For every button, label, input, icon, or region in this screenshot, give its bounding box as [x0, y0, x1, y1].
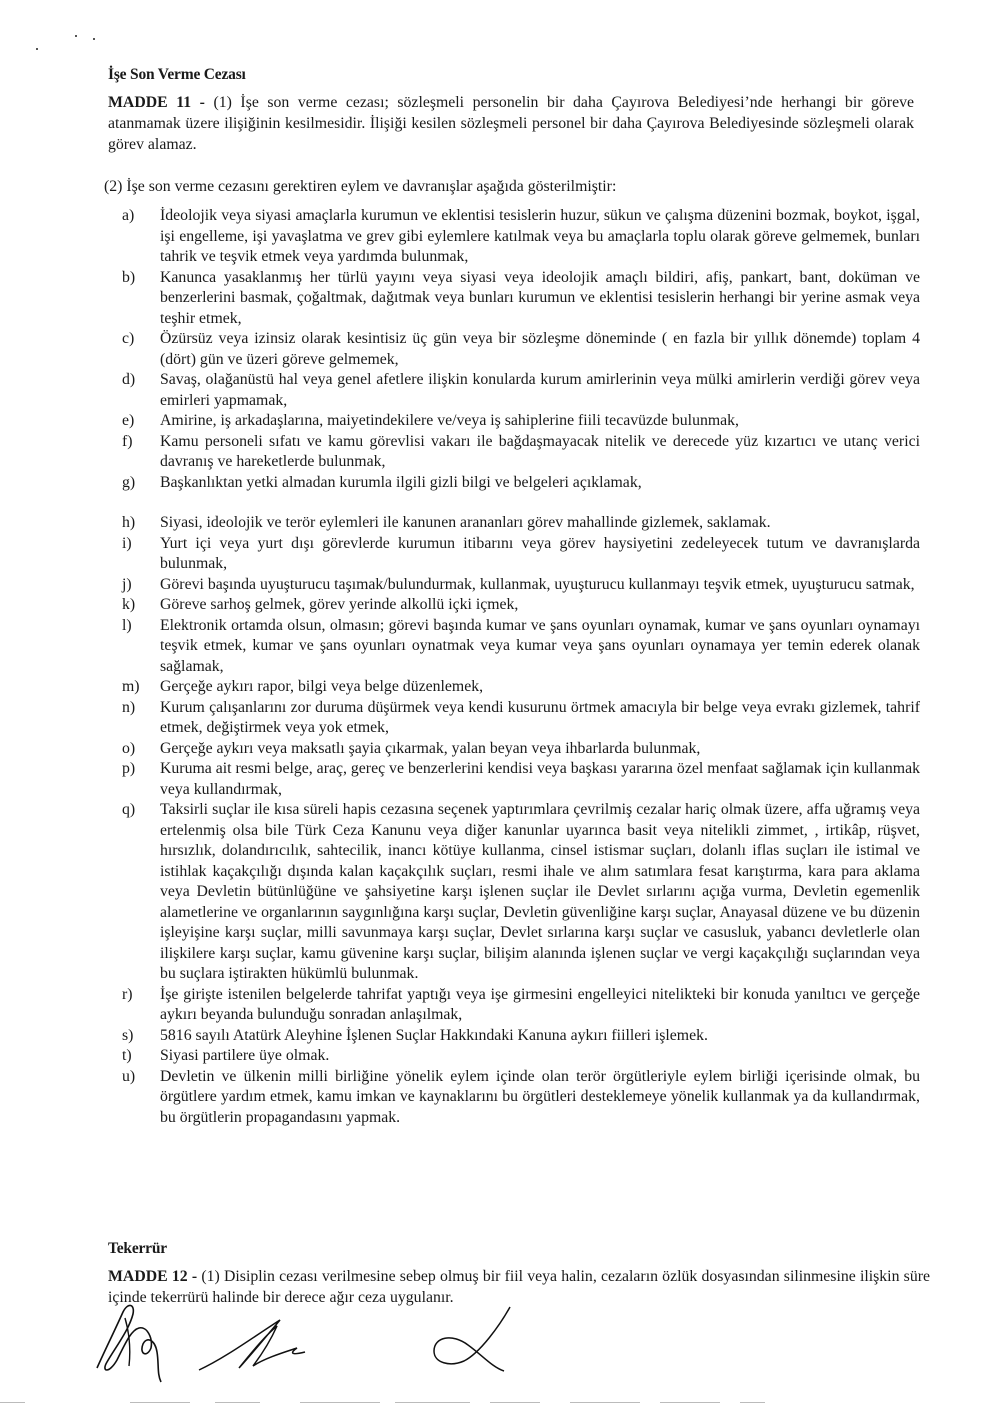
scan-artifact-line [300, 1402, 380, 1403]
article-11-paragraph [108, 92, 914, 155]
offense-item-text: Amirine, iş arkadaşlarına, maiyetindekilere ve/veya iş sahiplerine fiili tecavüzde bulunmak, [160, 412, 740, 429]
offense-item-label: k) [122, 596, 136, 613]
offense-item [108, 268, 928, 330]
article-12-label: MADDE 12 - [108, 1268, 198, 1285]
offense-item-text: Elektronik ortamda olsun, olmasın; görevi başında kumar ve şans oyunları oynamak, kumar ve şans oyunları oynamayı teşvik etmek, kumar ve şans oyunları oynatmak veya kumar veya şans oyunları oynamaya yer temin ederek olanak sağlamak, [160, 616, 920, 675]
offense-item-text: Göreve sarhoş gelmek, görev yerinde alkollü içki içmek, [160, 596, 519, 613]
article-11-text: (1) İşe son verme cezası; sözleşmeli personelin bir daha Çayırova Belediyesi’nde herhangi bir göreve atanmamak üzere ilişiğinin kesilmesidir. İlişiği kesilen sözleşmeli personel bir daha Çayırova Belediyesinde sözleşmeli olarak görev alamaz. [108, 94, 914, 153]
offense-item-label: m) [122, 678, 140, 695]
article-11-label: MADDE 11 - [108, 94, 205, 111]
offense-item-label: q) [122, 801, 136, 818]
offense-item [108, 1026, 928, 1047]
scan-artifact-line [215, 1402, 260, 1403]
offense-item [108, 534, 928, 575]
offense-list [108, 206, 928, 1128]
offense-item-text: Kuruma ait resmi belge, araç, gereç ve benzerlerini kendisi veya başkası yararına özel menfaat sağlamak için kullanmak veya kullandırmak, [160, 760, 920, 798]
offense-item-text: İşe girişte istenilen belgelerde tahrifat yaptığı veya işe girmesini engelleyici nitelikteki bir konuda yanıltıcı ve gerçeğe aykırı beyanda bulunduğu sonradan anlaşılmak, [160, 985, 920, 1023]
offense-item-label: f) [122, 432, 133, 450]
offense-item [108, 985, 928, 1026]
offense-item-label: n) [122, 698, 136, 716]
offense-item-label: i) [122, 534, 132, 552]
offense-item [108, 698, 928, 739]
offense-item-label: t) [122, 1047, 132, 1064]
offense-item-label: s) [122, 1026, 134, 1044]
offense-item-text: Görevi başında uyuşturucu taşımak/bulundurmak, kullanmak, uyuşturucu kullanmayı teşvik etmek, uyuşturucu satmak, [160, 575, 915, 593]
offense-item-text: Gerçeğe aykırı veya maksatlı şayia çıkarmak, yalan beyan veya ihbarlarda bulunmak, [160, 739, 701, 757]
offense-item-text: Taksirli suçlar ile kısa süreli hapis cezasına seçenek yaptırımlara çevrilmiş cezalar hariç olmak üzere, affa uğramış veya ertelenmiş olsa bile Türk Ceza Kanunu veya diğer kanunlar uyarınca basit veya nitelikli zimmet, , irtikâp, rüşvet, hırsızlık, dolandırıcılık, sahtecilik, inancı kötüye kullanma, cinsel istismar suçları, dolanlı iflas suçları ile istimal ve istihlak kaçakçılığı dışında kalan kaçakçılık suçları, resmi ihale ve alım satımlara fesat karıştırma, kara para aklama veya Devletin bütünlüğüne ve şahsiyetine karşı işlenen suçlar ile Devlet sırlarını açığa vurma, Devletin egemenlik alametlerine ve organlarının saygınlığına karşı suçlar, Devletin güvenliğine karşı suçlar, Anayasal düzene ve bu düzenin işleyişine karşı suçlar, milli savunmaya karşı suçlar, Devlet sırlarına karşı suçlar ve casusluk, yabancı devletlerle olan ilişkilere karşı suçlar, kamu güvenine karşı suçlar, bilişim alanında işlenen suçlar ve vergi kaçakçılığı suçlarından veya bu suçlara iştirakten hükümlü bulunmak. [160, 801, 920, 982]
offense-item-label: b) [122, 268, 136, 286]
offense-item [108, 1046, 928, 1067]
offense-item-label: r) [122, 985, 133, 1003]
list-spacer [108, 493, 928, 513]
offense-item [108, 800, 928, 985]
offense-item-label: o) [122, 739, 136, 757]
offense-item-text: Siyasi partilere üye olmak. [160, 1047, 330, 1064]
offense-item [108, 370, 928, 411]
offense-item-label: g) [122, 473, 136, 491]
offense-item-text: İdeolojik veya siyasi amaçlarla kurumun ve eklentisi tesislerin huzur, sükun ve çalışma düzenini bozmak, boykot, işgal, işi engelleme, işi yavaşlatma ve grev gibi eylemlere katılmak veya bu amaçlarla toplu olarak göreve gelmemek, bunları tahrik ve teşvik etmek veya yardımda bulunmak, [160, 207, 920, 265]
offense-item [108, 432, 928, 473]
offense-item [108, 1067, 928, 1129]
offense-item-text: Kamu personeli sıfatı ve kamu görevlisi vakarı ile bağdaşmayacak nitelik ve derecede yüz kızartıcı ve utanç verici davranış ve hareketlerde bulunmak, [160, 432, 920, 470]
scan-artifact-line [395, 1402, 470, 1403]
scan-speck [36, 48, 38, 50]
scan-speck [93, 38, 95, 40]
offense-item-text: 5816 sayılı Atatürk Aleyhine İşlenen Suçlar Hakkındaki Kanuna aykırı fiilleri işlemek. [160, 1026, 708, 1044]
offense-item-text: Savaş, olağanüstü hal veya genel afetlere ilişkin konularda kurum amirlerinin veya mülki amirlerin verdiği görev veya emirleri yapmamak, [160, 371, 920, 409]
offense-item-text: Başkanlıktan yetki almadan kurumla ilgili gizli bilgi ve belgeleri açıklamak, [160, 473, 642, 491]
offense-item [108, 513, 928, 534]
scan-artifact-line [0, 1402, 25, 1403]
offense-item [108, 616, 928, 678]
offense-item-label: e) [122, 412, 135, 429]
offense-item-label: p) [122, 760, 136, 777]
offense-item-text: Kurum çalışanlarını zor duruma düşürmek veya kendi kusurunu örtmek amacıyla bir belge veya evrakı gizlemek, tahrif etmek, değiştirmek veya yok etmek, [160, 698, 920, 736]
offense-item-text: Yurt içi veya yurt dışı görevlerde kurumun itibarını veya görev haysiyetini zedeleyecek tutum ve davranışlarda bulunmak, [160, 534, 920, 572]
offense-item-label: a) [122, 207, 135, 224]
offense-item-label: u) [122, 1067, 136, 1085]
offense-item [108, 595, 928, 616]
signature-1 [95, 1300, 195, 1385]
offense-item-text: Kanunca yasaklanmış her türlü yayını veya siyasi veya ideolojik amaçlı bildiri, afiş, pankart, bant, doküman ve benzerlerini basmak, çoğaltmak, dağıtmak veya bunları kurumun ve eklentisi tesislerin herhangi bir yerine asmak veya teşhir etmek, [160, 268, 920, 327]
offense-item-label: c) [122, 330, 135, 347]
offense-item-label: l) [122, 616, 132, 634]
section-heading-ise-son-verme: İşe Son Verme Cezası [108, 66, 246, 83]
offense-item-label: d) [122, 371, 136, 388]
offense-item-text: Devletin ve ülkenin milli birliğine yönelik eylem içinde olan terör örgütleriyle eylem birliği içerisinde olmak, bu örgütlere yardım etmek, kamu imkan ve kaynaklarını bu örgütleri desteklemeye yönelik kullanmak ya da kullandırmak, bu örgütlerin propagandasını yapmak. [160, 1067, 920, 1126]
signature-2 [195, 1318, 315, 1378]
scan-artifact-line [740, 1402, 765, 1403]
scan-artifact-line [660, 1402, 720, 1403]
offense-item [108, 206, 928, 268]
scan-speck [75, 35, 77, 37]
scan-artifact-line [130, 1402, 190, 1403]
article-12-text: (1) Disiplin cezası verilmesine sebep olmuş bir fiil veya halin, cezaların özlük dosyasından silinmesine ilişkin süre içinde tekerrürü halinde bir derece ağır ceza uygulanır. [108, 1268, 930, 1306]
offense-item [108, 759, 928, 800]
article-12-paragraph [108, 1266, 930, 1308]
signature-3 [420, 1305, 520, 1385]
scan-artifact-line [490, 1402, 540, 1403]
offense-item [108, 575, 928, 596]
offense-item-text: Özürsüz veya izinsiz olarak kesintisiz üç gün veya bir sözleşme döneminde ( en fazla bir yıllık dönemde) toplam 4 (dört) gün ve üzeri göreve gelmemek, [160, 330, 920, 368]
article-11-intro: (2) İşe son verme cezasını gerektiren eylem ve davranışlar aşağıda gösterilmiştir: [104, 178, 617, 195]
offense-item-text: Gerçeğe aykırı rapor, bilgi veya belge düzenlemek, [160, 678, 484, 695]
offense-item [108, 411, 928, 432]
scan-artifact-line [570, 1402, 640, 1403]
offense-item-label: h) [122, 514, 136, 531]
offense-item [108, 739, 928, 760]
offense-item-text: Siyasi, ideolojik ve terör eylemleri ile kanunen arananları görev mahallinde gizlemek, saklamak. [160, 514, 771, 531]
offense-item [108, 329, 928, 370]
offense-item-label: j) [122, 575, 132, 593]
offense-item [108, 677, 928, 698]
section-heading-tekerrur: Tekerrür [108, 1240, 167, 1257]
offense-item [108, 473, 928, 494]
